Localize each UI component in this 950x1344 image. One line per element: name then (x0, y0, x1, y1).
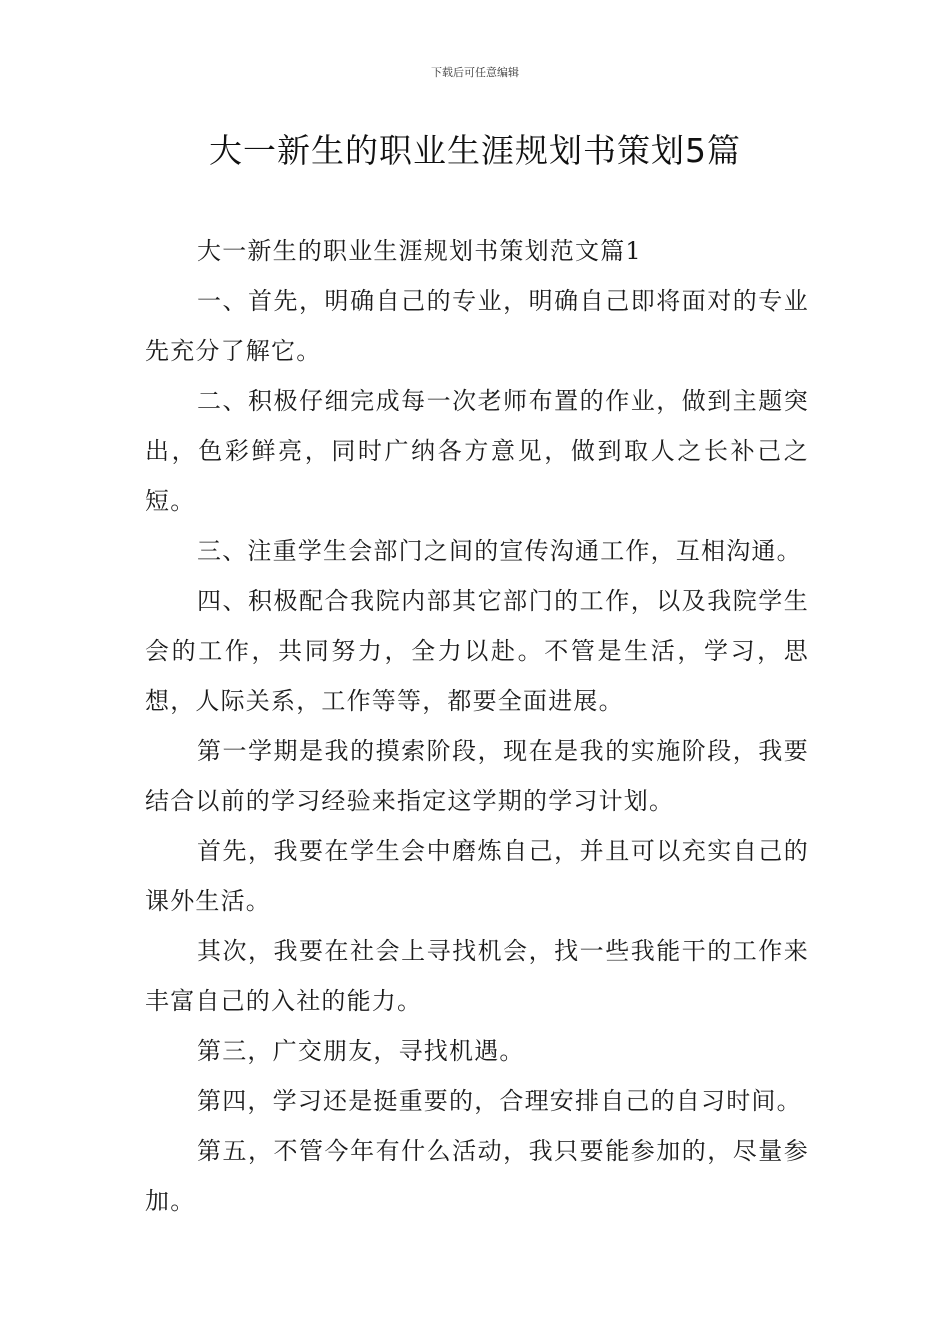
paragraph: 第一学期是我的摸索阶段，现在是我的实施阶段，我要结合以前的学习经验来指定这学期的学习计划。 (145, 737, 809, 815)
paragraph: 第五，不管今年有什么活动，我只要能参加的，尽量参加。 (145, 1137, 809, 1215)
page-header-note: 下载后可任意编辑 (431, 66, 519, 79)
section-heading: 大一新生的职业生涯规划书策划范文篇1 (197, 237, 642, 265)
document-body (145, 226, 809, 1226)
document-title: 大一新生的职业生涯规划书策划5篇 (209, 131, 741, 170)
paragraph: 其次，我要在社会上寻找机会，找一些我能干的工作来丰富自己的入社的能力。 (145, 937, 809, 1015)
paragraph: 第四，学习还是挺重要的，合理安排自己的自习时间。 (197, 1087, 802, 1115)
paragraph: 三、注重学生会部门之间的宣传沟通工作，互相沟通。 (197, 537, 802, 565)
paragraph: 第三，广交朋友，寻找机遇。 (197, 1037, 525, 1065)
paragraph: 四、积极配合我院内部其它部门的工作，以及我院学生会的工作，共同努力，全力以赴。不管是生活，学习，思想，人际关系，工作等等，都要全面进展。 (145, 587, 809, 715)
paragraph: 一、首先，明确自己的专业，明确自己即将面对的专业先充分了解它。 (145, 287, 809, 365)
paragraph: 二、积极仔细完成每一次老师布置的作业，做到主题突出，色彩鲜亮，同时广纳各方意见，做到取人之长补己之短。 (145, 387, 809, 515)
paragraph: 首先，我要在学生会中磨炼自己，并且可以充实自己的课外生活。 (145, 837, 809, 915)
